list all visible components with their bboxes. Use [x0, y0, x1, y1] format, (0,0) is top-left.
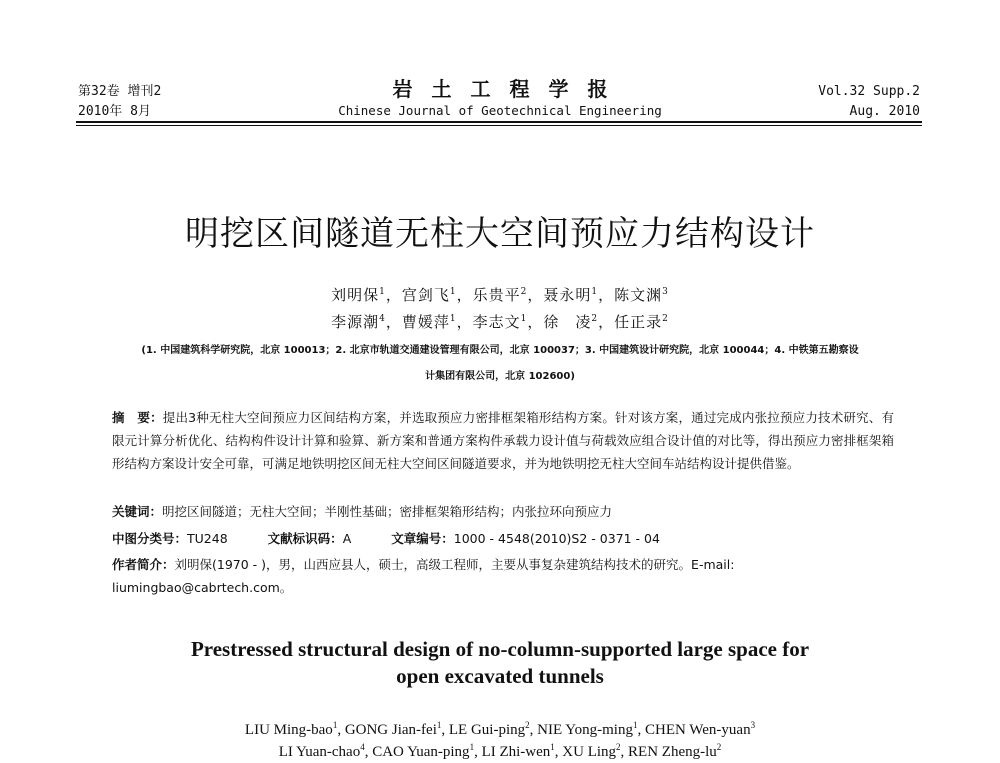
affiliations-line1: (1. 中国建筑科学研究院，北京 100013；2. 北京市轨道交通建设管理有限公司，北京 100037；3. 中国建筑设计研究院，北京 100044；4. 中铁第五勘察设 — [141, 345, 859, 356]
affiliation-marker: 1 — [550, 742, 555, 752]
affiliation-marker: 2 — [616, 742, 621, 752]
header-rule-thick — [76, 121, 922, 123]
article-no-item — [391, 527, 660, 550]
affiliation-marker: 2 — [662, 314, 669, 324]
affiliation-marker: 2 — [520, 287, 528, 297]
abstract-text: 提出3种无柱大空间预应力区间结构方案，并选取预应力密排框架箱形结构方案。针对该方案，通过完成内张拉预应力技术研究、有限元计算分析优化、结构构件设计计算和验算、新方案和普通方案构件承载力设计值与荷载效应组合设计值的对比等，得出预应力密排框架箱形结构方案设计安全可靠，可满足地铁明挖区间无柱大空间区间隧道要求，并为地铁明挖无柱大空间车站结构设计提供借鉴。 — [112, 410, 894, 471]
paper-title-en — [0, 636, 1000, 690]
affiliation-marker: 1 — [449, 314, 457, 324]
author-name: REN Zheng-lu — [628, 744, 717, 760]
clc-item — [112, 527, 228, 550]
affiliation-marker: 4 — [379, 314, 386, 324]
doc-code-item — [268, 527, 352, 550]
author-name: LI Zhi-wen — [481, 744, 551, 760]
author-name: 宫剑飞 — [401, 286, 450, 304]
author-email: liumingbao@cabrtech.com。 — [112, 580, 293, 595]
author-name: CAO Yuan-ping — [372, 744, 470, 760]
author-intro — [112, 553, 894, 599]
author-name: 陈文渊 — [614, 286, 663, 304]
clc-label: 中图分类号： — [112, 531, 188, 546]
volume-en: Vol.32 Supp.2 — [818, 84, 920, 99]
volume-issue: 第32卷 增刊2 — [78, 84, 162, 99]
author-intro-text: 刘明保(1970 - )，男，山西应县人，硕士，高级工程师，主要从事复杂建筑结构技术的研究。E-mail: — [174, 557, 735, 572]
author-name: 乐贵平 — [472, 286, 521, 304]
author-name: NIE Yong-ming — [537, 722, 633, 738]
author-name: LE Gui-ping — [448, 722, 526, 738]
doc-code-label: 文献标识码： — [267, 531, 343, 546]
author-name: 徐 凌 — [543, 313, 592, 331]
keywords — [112, 500, 894, 523]
affiliation-marker: 1 — [449, 287, 457, 297]
affiliation-marker: 1 — [520, 314, 528, 324]
clc-value: TU248 — [187, 531, 228, 546]
author-name: 聂永明 — [543, 286, 592, 304]
author-name: 刘明保 — [331, 286, 380, 304]
header-rule-thin — [76, 125, 922, 126]
classification-row — [112, 527, 894, 550]
author-name: CHEN Wen-yuan — [644, 722, 751, 738]
keywords-text: 明挖区间隧道；无柱大空间；半刚性基础；密排框架箱形结构；内张拉环向预应力 — [162, 504, 613, 519]
author-name: 李志文 — [472, 313, 521, 331]
affiliation-marker: 1 — [469, 742, 475, 752]
doc-code-value: A — [342, 531, 352, 546]
author-name: 李源潮 — [331, 313, 380, 331]
header-right — [818, 82, 920, 122]
affiliation-marker: 3 — [750, 720, 756, 730]
authors-cn-line2: 李源潮$^4$，曹媛萍$^1$，李志文$^1$，徐 凌$^2$，任正录$^2$ — [331, 313, 669, 331]
keywords-label: 关键词： — [112, 504, 163, 519]
abstract-label: 摘 要： — [112, 410, 163, 425]
abstract — [112, 406, 894, 475]
affiliation-marker: 1 — [591, 287, 599, 297]
authors-cn-line1: 刘明保$^1$，宫剑飞$^1$，乐贵平$^2$，聂永明$^1$，陈文渊$^3$ — [331, 286, 669, 304]
affiliation-marker: 1 — [436, 720, 442, 730]
author-name: LI Yuan-chao — [278, 744, 361, 760]
author-name: GONG Jian-fei — [344, 722, 437, 738]
authors-en-line1: LIU Ming-bao$^1$, GONG Jian-fei$^1$, LE Gui-ping$^2$, NIE Yong-ming$^1$, CHEN Wen-yuan$^3$ — [244, 720, 756, 738]
paper-title-en-line2: open excavated tunnels — [396, 664, 604, 688]
author-name: 曹媛萍 — [401, 313, 450, 331]
affiliations-line2: 计集团有限公司，北京 102600) — [425, 371, 575, 382]
paper-title-cn: 明挖区间隧道无柱大空间预应力结构设计 — [185, 214, 815, 254]
affiliation-marker: 1 — [379, 287, 386, 297]
author-name: LIU Ming-bao — [244, 722, 333, 738]
issue-date: 2010年 8月 — [78, 104, 151, 119]
article-no-value: 1000 - 4548(2010)S2 - 0371 - 04 — [453, 531, 660, 546]
date-en: Aug. 2010 — [849, 104, 920, 119]
author-name: XU Ling — [562, 744, 617, 760]
article-no-label: 文章编号： — [391, 531, 454, 546]
authors-en-line2: LI Yuan-chao$^4$, CAO Yuan-ping$^1$, LI Zhi-wen$^1$, XU Ling$^2$, REN Zheng-$lu^2$ — [278, 742, 722, 760]
affiliation-marker: 2 — [716, 742, 722, 752]
author-name: 任正录 — [614, 313, 663, 331]
affiliation-marker: 2 — [525, 720, 530, 730]
paper-title-en-line1: Prestressed structural design of no-column-supported large space for — [190, 637, 810, 661]
journal-title-en: Chinese Journal of Geotechnical Engineering — [338, 103, 662, 118]
journal-title-cn: 岩土工程学报 — [392, 77, 627, 101]
affiliation-marker: 2 — [591, 314, 599, 324]
affiliation-marker: 3 — [662, 287, 669, 297]
author-intro-label: 作者简介： — [112, 557, 175, 572]
affiliation-marker: 1 — [332, 720, 338, 730]
affiliation-marker: 1 — [632, 720, 638, 730]
affiliation-marker: 4 — [360, 742, 365, 752]
